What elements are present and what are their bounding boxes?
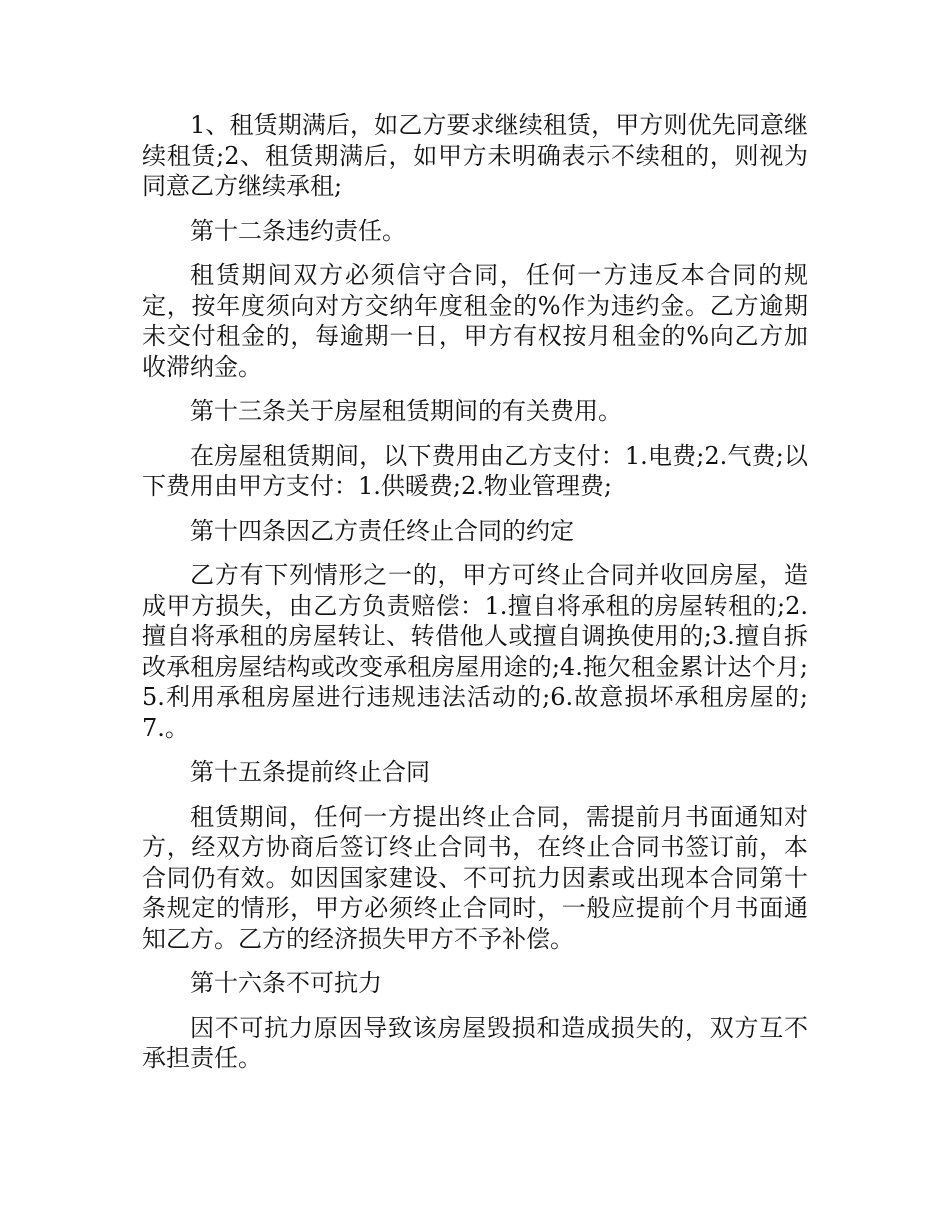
heading-article-12: 第十二条违约责任。 xyxy=(190,216,406,245)
document-page xyxy=(142,110,808,1088)
heading-article-16: 第十六条不可抗力 xyxy=(190,969,382,997)
heading-article-14: 第十四条因乙方责任终止合同的约定 xyxy=(190,516,574,545)
paragraph-early-termination: 租赁期间，任何一方提出终止合同，需提前月书面通知对方，经双方协商后签订终止合同书，在终止合同书签订前，本合同仍有效。如因国家建设、不可抗力因素或出现本合同第十条规定的情形，甲方必须终止合同时，一般应提前个月书面通知乙方。乙方的经济损失甲方不予补偿。 xyxy=(142,802,808,953)
paragraph-renewal-terms: 1、租赁期满后，如乙方要求继续租赁，甲方则优先同意继续租赁;2、租赁期满后，如甲方未明确表示不续租的，则视为同意乙方继续承租; xyxy=(142,111,808,200)
paragraph-fees: 在房屋租赁期间，以下费用由乙方支付：1.电费;2.气费;以下费用由甲方支付：1.供暖费;2.物业管理费; xyxy=(142,441,808,500)
paragraph-breach-liability: 租赁期间双方必须信守合同，任何一方违反本合同的规定，按年度须向对方交纳年度租金的%作为违约金。乙方逾期未交付租金的，每逾期一日，甲方有权按月租金的%向乙方加收滞纳金。 xyxy=(142,261,808,381)
paragraph-force-majeure: 因不可抗力原因导致该房屋毁损和造成损失的，双方互不承担责任。 xyxy=(142,1013,808,1072)
heading-article-13: 第十三条关于房屋租赁期间的有关费用。 xyxy=(190,397,622,425)
paragraph-termination-conditions: 乙方有下列情形之一的，甲方可终止合同并收回房屋，造成甲方损失，由乙方负责赔偿：1.擅自将承租的房屋转租的;2.擅自将承租的房屋转让、转借他人或擅自调换使用的;3.擅自拆改承租房屋结构或改变承租房屋用途的;4.拖欠租金累计达个月;5.利用承租房屋进行违规违法活动的;6.故意损坏承租房屋的;7.。 xyxy=(142,561,808,742)
heading-article-15: 第十五条提前终止合同 xyxy=(190,758,430,786)
